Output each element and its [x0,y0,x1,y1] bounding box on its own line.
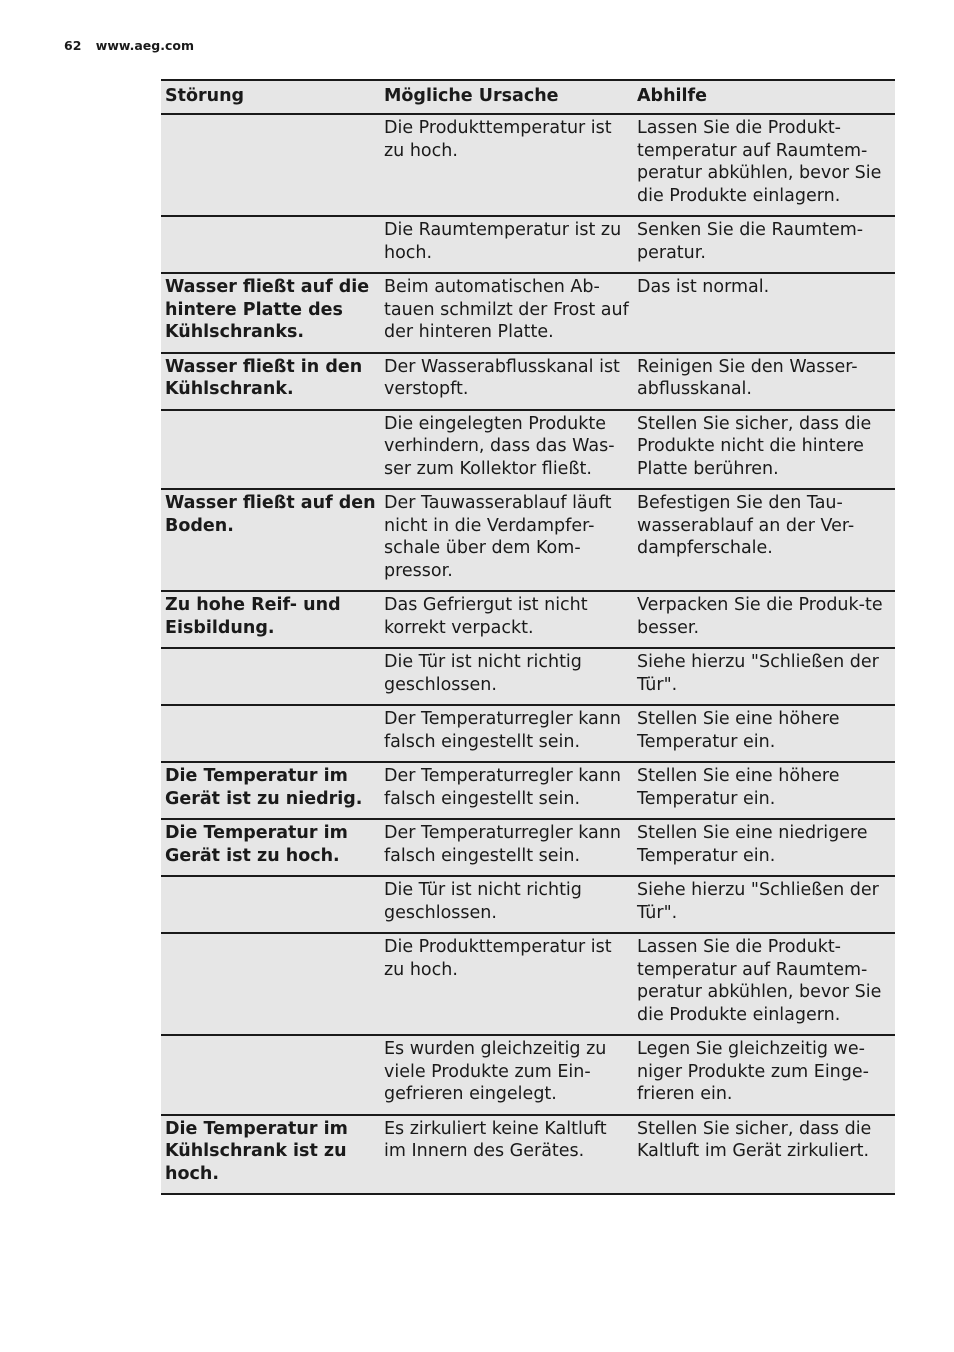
cause-cell: Der Tauwasserablauf läuft nicht in die Verdampfer-schale über dem Kom-pressor. [380,489,633,591]
remedy-cell: Reinigen Sie den Wasser-abflusskanal. [633,353,895,410]
fault-cell: Wasser fließt auf die hintere Platte des Kühlschranks. [161,273,380,353]
fault-cell [161,216,380,273]
cause-cell: Die Tür ist nicht richtig geschlossen. [380,648,633,705]
remedy-cell: Stellen Sie sicher, dass die Kaltluft im Gerät zirkuliert. [633,1115,895,1195]
fault-cell [161,876,380,933]
remedy-cell: Das ist normal. [633,273,895,353]
remedy-cell: Stellen Sie eine höhere Temperatur ein. [633,705,895,762]
cause-cell: Der Temperaturregler kann falsch eingestellt sein. [380,819,633,876]
cause-cell: Es zirkuliert keine Kaltluft im Innern des Gerätes. [380,1115,633,1195]
table-row [161,762,895,819]
remedy-cell: Stellen Sie sicher, dass die Produkte nicht die hintere Platte berühren. [633,410,895,490]
fault-cell: Die Temperatur im Kühlschrank ist zu hoch. [161,1115,380,1195]
fault-cell: Die Temperatur im Gerät ist zu hoch. [161,819,380,876]
remedy-cell: Lassen Sie die Produkt-temperatur auf Raumtem-peratur abkühlen, bevor Sie die Produkte einlagern. [633,933,895,1035]
fault-cell [161,1035,380,1115]
remedy-cell: Verpacken Sie die Produk-te besser. [633,591,895,648]
column-header-cause: Mögliche Ursache [380,80,633,114]
table-row [161,705,895,762]
cause-cell: Es wurden gleichzeitig zu viele Produkte zum Ein-gefrieren eingelegt. [380,1035,633,1115]
table-row [161,648,895,705]
page-header [64,38,194,53]
table-row [161,114,895,216]
cause-cell: Die Produkttemperatur ist zu hoch. [380,114,633,216]
fault-cell: Wasser fließt auf den Boden. [161,489,380,591]
table-row [161,1035,895,1115]
remedy-cell: Legen Sie gleichzeitig we-niger Produkte zum Einge-frieren ein. [633,1035,895,1115]
remedy-cell: Senken Sie die Raumtem-peratur. [633,216,895,273]
remedy-cell: Siehe hierzu "Schließen der Tür". [633,648,895,705]
page-number: 62 [64,38,82,53]
table-row [161,1115,895,1195]
cause-cell: Die eingelegten Produkte verhindern, dass das Was-ser zum Kollektor fließt. [380,410,633,490]
cause-cell: Das Gefriergut ist nicht korrekt verpackt. [380,591,633,648]
table-row [161,489,895,591]
cause-cell: Die Produkttemperatur ist zu hoch. [380,933,633,1035]
column-header-remedy: Abhilfe [633,80,895,114]
table-row [161,216,895,273]
fault-cell [161,114,380,216]
table-row [161,353,895,410]
remedy-cell: Stellen Sie eine niedrigere Temperatur ein. [633,819,895,876]
cause-cell: Der Wasserabflusskanal ist verstopft. [380,353,633,410]
cause-cell: Die Tür ist nicht richtig geschlossen. [380,876,633,933]
remedy-cell: Lassen Sie die Produkt-temperatur auf Raumtem-peratur abkühlen, bevor Sie die Produkte einlagern. [633,114,895,216]
table-row [161,933,895,1035]
fault-cell [161,410,380,490]
table-header-row [161,80,895,114]
remedy-cell: Befestigen Sie den Tau-wasserablauf an der Ver-dampferschale. [633,489,895,591]
table-row [161,273,895,353]
website-url: www.aeg.com [95,38,194,53]
table-row [161,876,895,933]
cause-cell: Der Temperaturregler kann falsch eingestellt sein. [380,705,633,762]
cause-cell: Die Raumtemperatur ist zu hoch. [380,216,633,273]
remedy-cell: Stellen Sie eine höhere Temperatur ein. [633,762,895,819]
fault-cell: Die Temperatur im Gerät ist zu niedrig. [161,762,380,819]
fault-cell [161,933,380,1035]
table-row [161,410,895,490]
troubleshooting-table [161,79,895,1195]
fault-cell: Zu hohe Reif- und Eisbildung. [161,591,380,648]
cause-cell: Beim automatischen Ab-tauen schmilzt der Frost auf der hinteren Platte. [380,273,633,353]
remedy-cell: Siehe hierzu "Schließen der Tür". [633,876,895,933]
column-header-fault: Störung [161,80,380,114]
fault-cell [161,705,380,762]
cause-cell: Der Temperaturregler kann falsch eingestellt sein. [380,762,633,819]
fault-cell: Wasser fließt in den Kühlschrank. [161,353,380,410]
table-row [161,819,895,876]
fault-cell [161,648,380,705]
table-row [161,591,895,648]
